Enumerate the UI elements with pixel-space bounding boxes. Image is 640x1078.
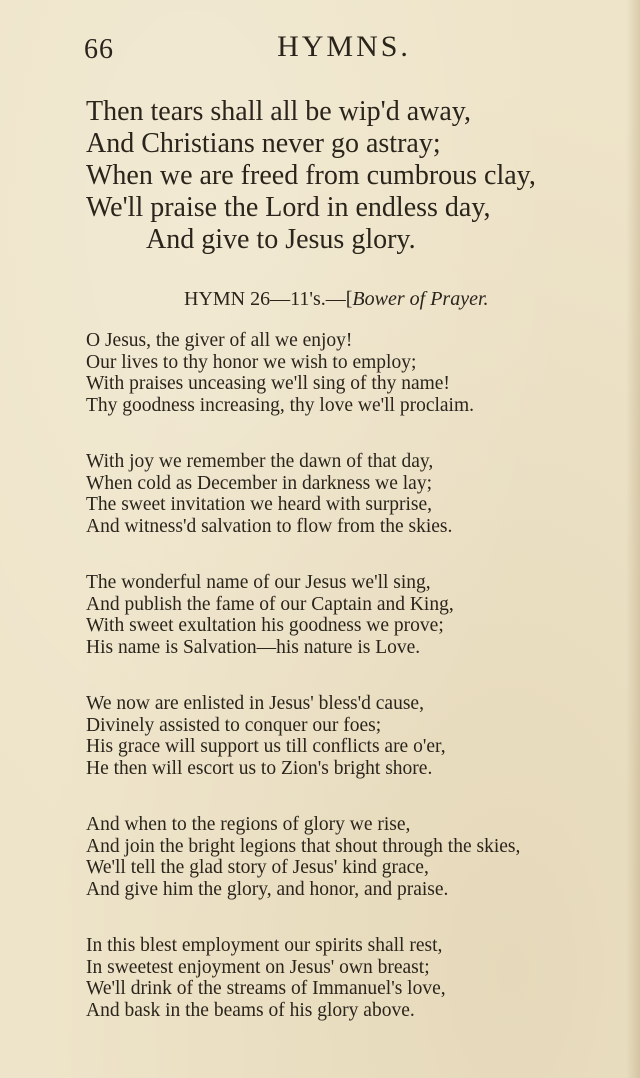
verse-line: Then tears shall all be wip'd away,: [86, 96, 471, 127]
stanza-line: O Jesus, the giver of all we enjoy!: [86, 330, 353, 351]
verse-line: And give to Jesus glory.: [146, 224, 416, 255]
stanza-line: And bask in the beams of his glory above.: [86, 999, 415, 1021]
stanza-line: Our lives to thy honor we wish to employ;: [86, 351, 417, 373]
stanza-line: In this blest employment our spirits shall rest,: [86, 935, 443, 956]
stanza-5: [86, 814, 636, 900]
stanza-line: He then will escort us to Zion's bright shore.: [86, 757, 433, 779]
hymn-heading: [184, 288, 604, 311]
stanza-line: Divinely assisted to conquer our foes;: [86, 714, 382, 736]
stanza-1: [86, 330, 636, 416]
stanza-line: His name is Salvation—his nature is Love.: [86, 636, 421, 658]
verse-line: And Christians never go astray;: [86, 128, 441, 159]
stanza-line: And publish the fame of our Captain and King,: [86, 593, 454, 615]
stanza-line: And when to the regions of glory we rise,: [86, 814, 411, 835]
stanza-line: We'll tell the glad story of Jesus' kind grace,: [86, 857, 429, 878]
stanza-line: Thy goodness increasing, thy love we'll proclaim.: [86, 394, 475, 416]
page-number: 66: [84, 34, 114, 65]
stanza-line: And witness'd salvation to flow from the skies.: [86, 515, 453, 537]
stanza-3: [86, 572, 636, 658]
previous-hymn-ending: [86, 96, 606, 256]
hymn-number-meter: HYMN 26—11's.—[: [184, 288, 353, 310]
stanza-line: And join the bright legions that shout through the skies,: [86, 835, 521, 857]
stanza-4: [86, 693, 636, 779]
stanza-line: In sweetest enjoyment on Jesus' own breast;: [86, 956, 430, 978]
hymn-tune: Bower of Prayer.: [352, 288, 489, 310]
verse-line: When we are freed from cumbrous clay,: [86, 160, 536, 191]
stanza-line: We'll drink of the streams of Immanuel's love,: [86, 978, 446, 999]
stanza-line: With joy we remember the dawn of that day,: [86, 451, 434, 472]
verse-line: We'll praise the Lord in endless day,: [86, 192, 491, 223]
stanza-6: [86, 935, 636, 1021]
hymn-stanzas: [86, 330, 636, 1056]
running-title: HYMNS.: [277, 30, 411, 63]
stanza-line: The wonderful name of our Jesus we'll sing,: [86, 572, 431, 593]
stanza-line: When cold as December in darkness we lay;: [86, 472, 432, 494]
stanza-line: With sweet exultation his goodness we prove;: [86, 615, 444, 636]
page-header: [84, 30, 604, 74]
stanza-line: The sweet invitation we heard with surprise,: [86, 494, 433, 515]
stanza-line: We now are enlisted in Jesus' bless'd cause,: [86, 693, 424, 714]
stanza-2: [86, 451, 636, 537]
stanza-line: With praises unceasing we'll sing of thy name!: [86, 373, 450, 394]
stanza-line: And give him the glory, and honor, and praise.: [86, 878, 449, 900]
stanza-line: His grace will support us till conflicts are o'er,: [86, 736, 446, 757]
